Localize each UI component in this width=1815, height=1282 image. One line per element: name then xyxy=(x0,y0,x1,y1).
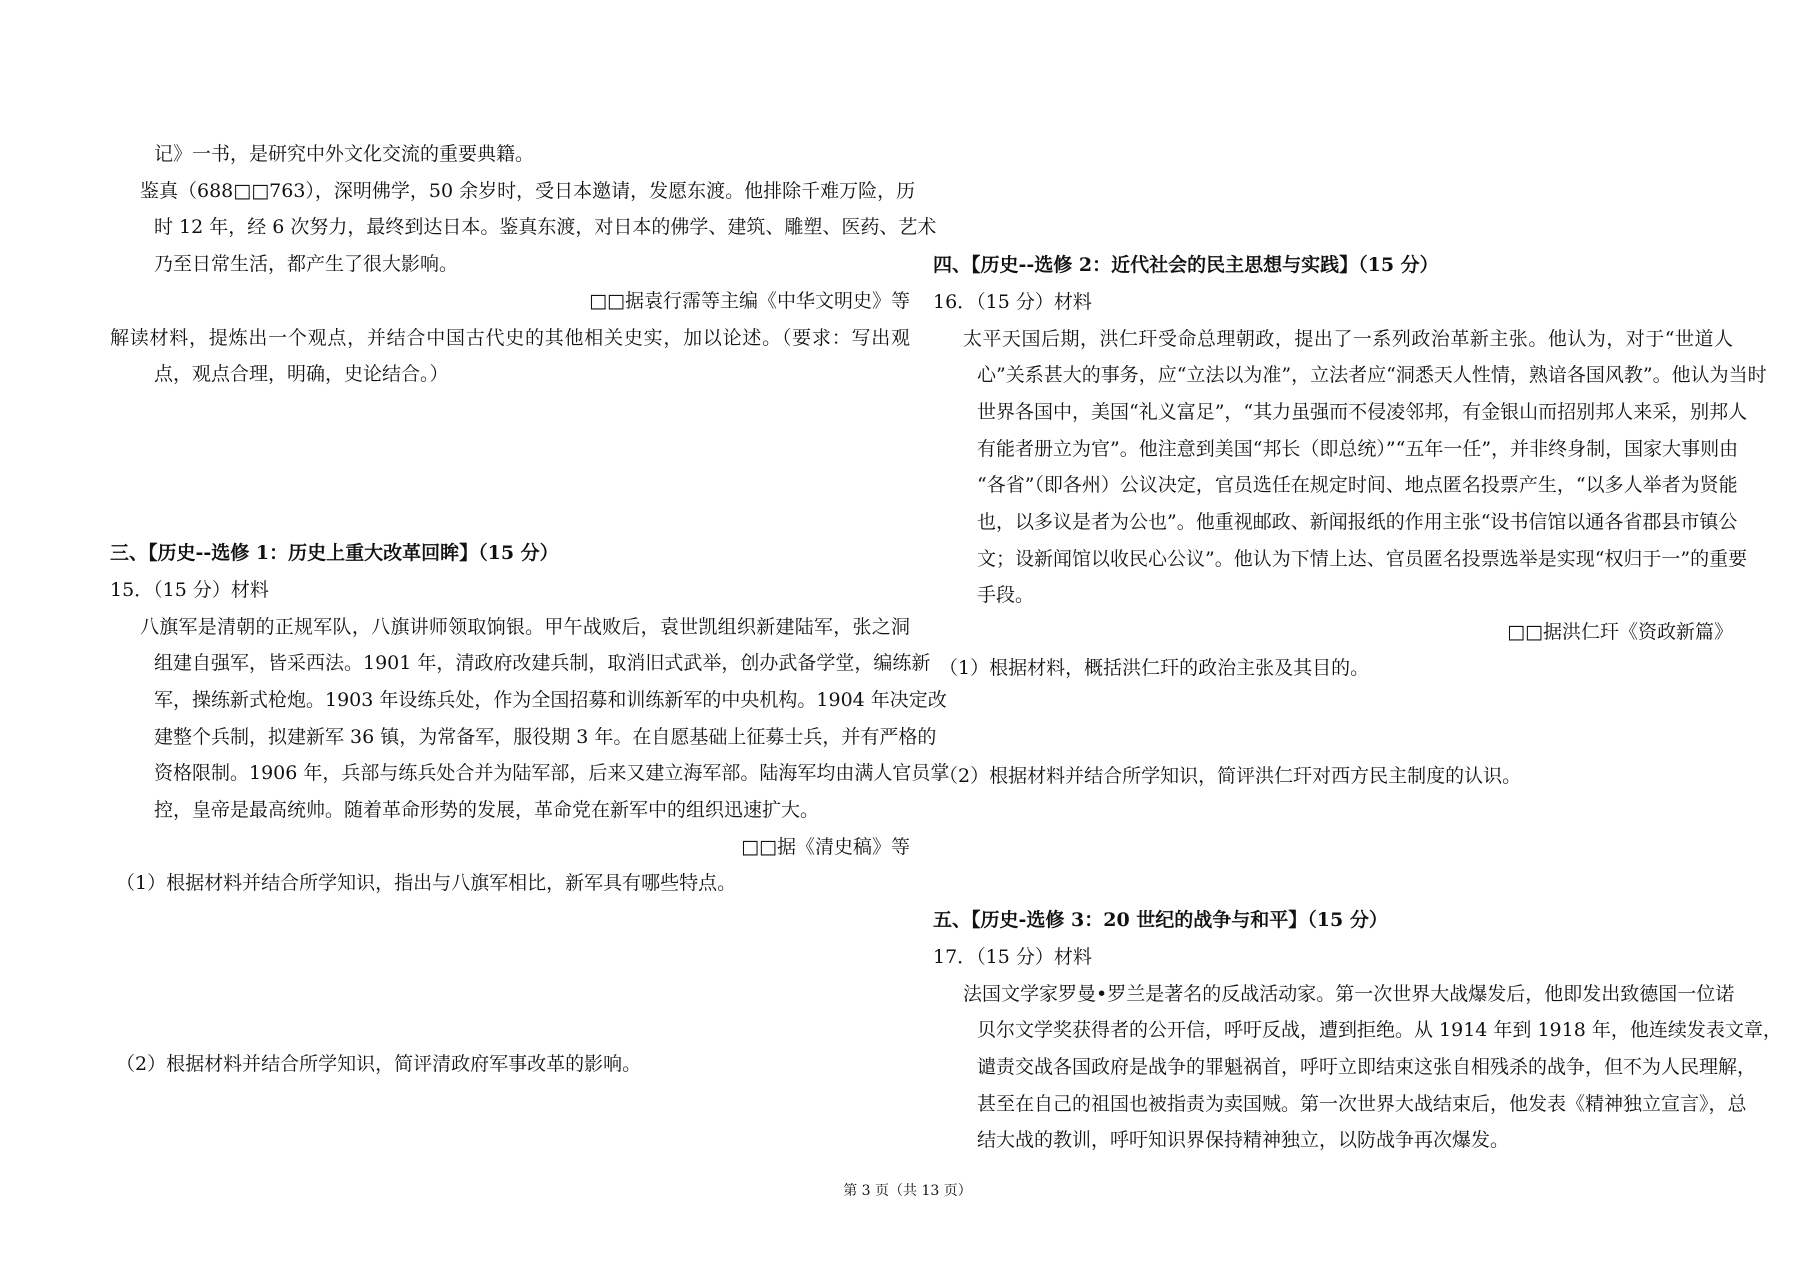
text-line: “各省”（即各州）公议决定，官员选任在规定时间、地点匿名投票产生，“以多人举者为贤能 xyxy=(977,474,1738,496)
question-2: （2）根据材料并结合所学知识，简评洪仁玕对西方民主制度的认识。 xyxy=(939,765,1522,787)
text-line: 结大战的教训，呼吁知识界保持精神独立，以防战争再次爆发。 xyxy=(977,1129,1510,1151)
text-line: 心”关系甚大的事务，应“立法以为准”，立法者应“洞悉天人性情，熟谙各国风教”。他认为当时 xyxy=(977,364,1767,386)
text-line: 点，观点合理，明确，史论结合。） xyxy=(154,363,449,385)
question-1: （1）根据材料，概括洪仁玕的政治主张及其目的。 xyxy=(939,657,1370,679)
text-line: 乃至日常生活，都产生了很大影响。 xyxy=(154,253,459,275)
text-line: 军，操练新式枪炮。1903 年设练兵处，作为全国招募和训练新军的中央机构。1904 年决定改 xyxy=(154,689,947,711)
text-line: 组建自强军，皆采西法。1901 年，清政府改建兵制，取消旧式武举，创办武备学堂，编练新 xyxy=(154,652,931,674)
question-label: 17．（15 分）材料 xyxy=(933,946,1092,968)
text-line: 时 12 年，经 6 次努力，最终到达日本。鉴真东渡，对日本的佛学、建筑、雕塑、医药、艺术 xyxy=(154,216,937,238)
text-line: 世界各国中，美国“礼义富足”，“其力虽强而不侵凌邻邦，有金银山而招别邦人来采，别邦人 xyxy=(977,401,1748,423)
text-line: 太平天国后期，洪仁玕受命总理朝政，提出了一系列政治革新主张。他认为，对于“世道人 xyxy=(963,328,1733,350)
section-title: 四、【历史--选修 2：近代社会的民主思想与实践】（15 分） xyxy=(933,254,1439,276)
text-line: 有能者册立为官”。他注意到美国“邦长（即总统）”“五年一任”，并非终身制，国家大事则由 xyxy=(977,438,1739,460)
text-line: 手段。 xyxy=(977,584,1035,606)
text-line: 贝尔文学奖获得者的公开信，呼吁反战，遭到拒绝。从 1914 年到 1918 年，他连续发表文章， xyxy=(977,1019,1782,1041)
section-title: 三、【历史--选修 1：历史上重大改革回眸】（15 分） xyxy=(110,542,559,564)
text-line: 资格限制。1906 年，兵部与练兵处合并为陆军部，后来又建立海军部。陆海军均由满人官员掌 xyxy=(154,762,950,784)
text-line: 甚至在自己的祖国也被指责为卖国贼。第一次世界大战结束后，他发表《精神独立宣言》，总 xyxy=(977,1093,1747,1115)
question-1: （1）根据材料并结合所学知识，指出与八旗军相比，新军具有哪些特点。 xyxy=(116,872,737,894)
source-citation: □□据《清史稿》等 xyxy=(741,836,910,858)
text-line: 控，皇帝是最高统帅。随着革命形势的发展，革命党在新军中的组织迅速扩大。 xyxy=(154,799,820,821)
text-line: 鉴真（688□□763），深明佛学，50 余岁时，受日本邀请，发愿东渡。他排除千难万险，历 xyxy=(140,180,916,202)
source-citation: □□据袁行霈等主编《中华文明史》等 xyxy=(589,290,910,312)
text-line: 建整个兵制，拟建新军 36 镇，为常备军，服役期 3 年。在自愿基础上征募士兵，并有严格的 xyxy=(154,726,937,748)
text-line: 八旗军是清朝的正规军队，八旗讲师领取饷银。甲午战败后，袁世凯组织新建陆军，张之洞 xyxy=(140,616,910,638)
question-label: 15．（15 分）材料 xyxy=(110,579,269,601)
text-line: 法国文学家罗曼•罗兰是著名的反战活动家。第一次世界大战爆发后，他即发出致德国一位诺 xyxy=(963,983,1735,1005)
text-line: 解读材料，提炼出一个观点，并结合中国古代史的其他相关史实，加以论述。（要求：写出观 xyxy=(110,327,910,349)
source-citation: □□据洪仁玕《资政新篇》 xyxy=(1507,621,1733,643)
text-line: 谴责交战各国政府是战争的罪魁祸首，呼吁立即结束这张自相残杀的战争，但不为人民理解， xyxy=(977,1056,1757,1078)
text-line: 文；设新闻馆以收民心公议”。他认为下情上达、官员匿名投票选举是实现“权归于一”的重要 xyxy=(977,548,1748,570)
question-2: （2）根据材料并结合所学知识，简评清政府军事改革的影响。 xyxy=(116,1053,642,1075)
text-line: 记》一书，是研究中外文化交流的重要典籍。 xyxy=(154,143,535,165)
text-line: 也，以多议是者为公也”。他重视邮政、新闻报纸的作用主张“设书信馆以通各省郡县市镇公 xyxy=(977,511,1738,533)
page-footer: 第 3 页（共 13 页） xyxy=(843,1183,972,1199)
question-label: 16．（15 分）材料 xyxy=(933,291,1092,313)
section-title: 五、【历史-选修 3：20 世纪的战争与和平】（15 分） xyxy=(933,909,1388,931)
